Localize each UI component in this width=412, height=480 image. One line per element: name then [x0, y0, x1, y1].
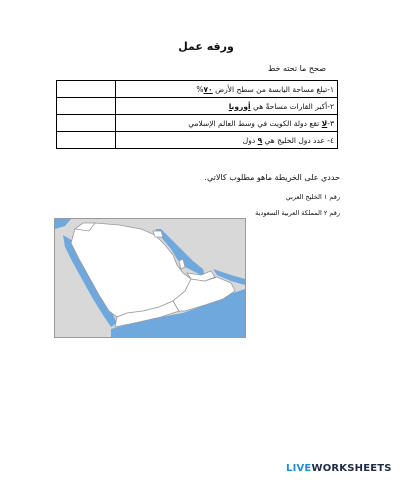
- question-prefix: ٤- عدد دول الخليج هي: [262, 135, 334, 145]
- question-suffix: %: [196, 84, 204, 94]
- answer-cell-2[interactable]: [57, 98, 116, 115]
- logo-part-live: LIVE: [286, 463, 312, 474]
- instruction-text: صحح ما تحته خط: [267, 64, 326, 73]
- underlined-term: أوروبا: [228, 101, 251, 111]
- answer-cell-3[interactable]: [57, 115, 116, 132]
- table-row: [57, 115, 338, 132]
- questions-table: [56, 80, 338, 149]
- logo-part-worksheets: WORKSHEETS: [311, 463, 392, 474]
- question-cell-2: [116, 98, 338, 115]
- question-cell-1: [116, 81, 338, 98]
- question-cell-3: [116, 115, 338, 132]
- kuwait-shape[interactable]: [153, 231, 163, 237]
- answer-cell-4[interactable]: [57, 132, 116, 149]
- map-label-1: رقم ١ الخليج العربي: [285, 193, 340, 201]
- table-row: [57, 98, 338, 115]
- question-prefix: ٣-: [327, 118, 334, 128]
- question-prefix: ١-تبلغ مساحة اليابسة من سطح الأرض: [212, 84, 334, 94]
- question-cell-4: [116, 132, 338, 149]
- table-row: [57, 132, 338, 149]
- table-row: [57, 81, 338, 98]
- map-instruction: حددي على الخريطة ماهو مطلوب كالاتي.: [204, 173, 340, 182]
- question-suffix: دول: [242, 135, 258, 145]
- answer-cell-1[interactable]: [57, 81, 116, 98]
- map-svg: [55, 219, 245, 337]
- underlined-term: لا: [321, 118, 328, 128]
- underlined-term: ٧٠: [203, 84, 213, 94]
- worksheet-title: ورقه عمل: [178, 40, 234, 53]
- map-label-2: رقم ٢ المملكة العربية السعودية: [255, 209, 340, 217]
- liveworksheets-logo: [286, 463, 392, 474]
- question-prefix: ٢-أكبر القارات مساحةً هي: [250, 101, 334, 111]
- question-suffix: تقع دولة الكويت في وسط العالم الإسلامي: [188, 118, 322, 128]
- underlined-term: ٩: [257, 135, 263, 145]
- arabian-peninsula-map[interactable]: [54, 218, 246, 338]
